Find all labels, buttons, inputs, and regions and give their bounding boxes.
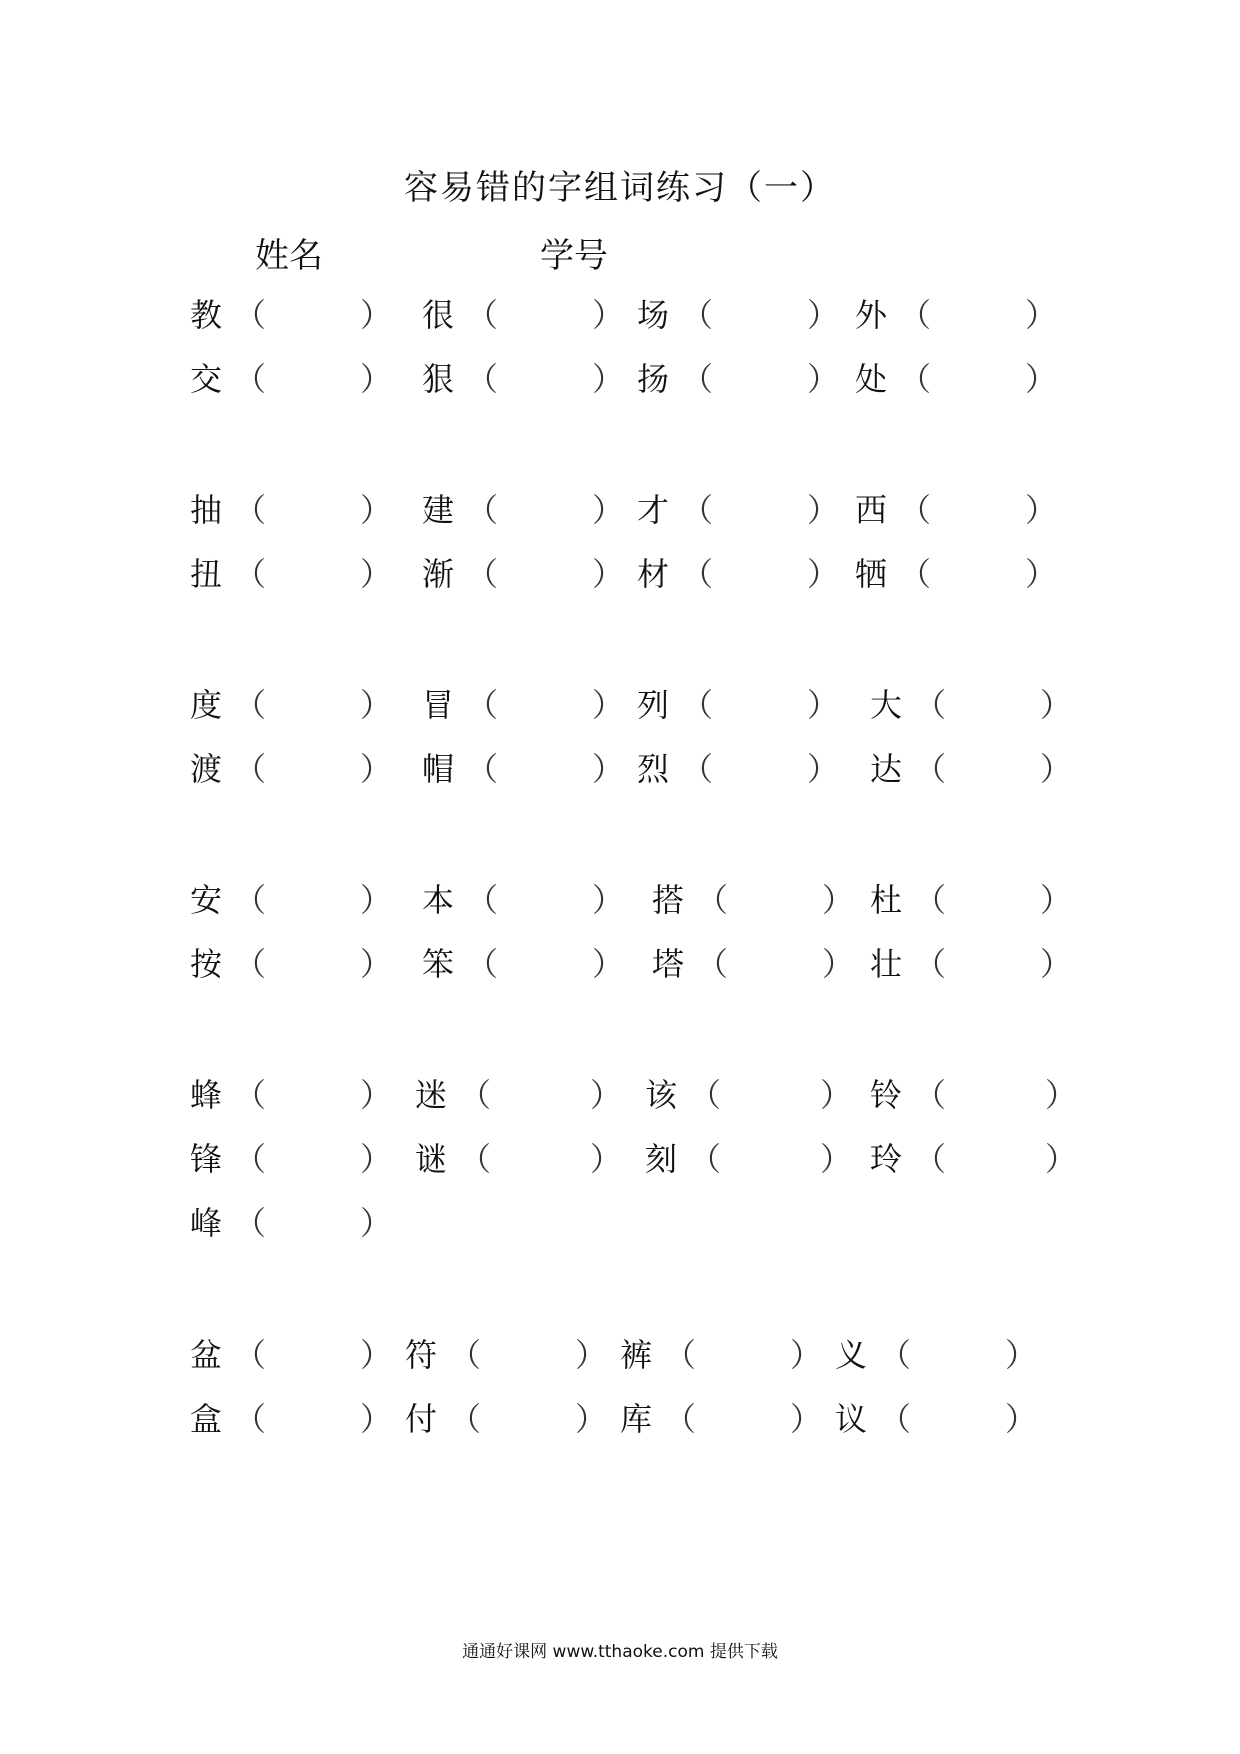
blank-open-paren: （ <box>234 1336 267 1374</box>
blank-close-paren: ） <box>590 1140 623 1178</box>
character: 扭 <box>190 555 223 593</box>
character: 该 <box>645 1076 678 1114</box>
blank-open-paren: （ <box>681 296 714 334</box>
blank-close-paren: ） <box>592 750 625 788</box>
character: 交 <box>190 360 223 398</box>
word-row <box>0 354 1240 398</box>
blank-close-paren: ） <box>1040 945 1073 983</box>
character: 大 <box>870 686 903 724</box>
character: 渡 <box>190 750 223 788</box>
word-row <box>0 744 1240 788</box>
blank-close-paren: ） <box>575 1400 608 1438</box>
blank-close-paren: ） <box>1040 750 1073 788</box>
blank-close-paren: ） <box>807 491 840 529</box>
character: 谜 <box>415 1140 448 1178</box>
blank-close-paren: ） <box>807 296 840 334</box>
character: 库 <box>620 1400 653 1438</box>
blank-open-paren: （ <box>234 491 267 529</box>
blank-close-paren: ） <box>820 1140 853 1178</box>
character: 冒 <box>422 686 455 724</box>
blank-open-paren: （ <box>681 491 714 529</box>
character: 蜂 <box>190 1076 223 1114</box>
word-row <box>0 939 1240 983</box>
blank-open-paren: （ <box>234 750 267 788</box>
character: 渐 <box>422 555 455 593</box>
blank-close-paren: ） <box>575 1336 608 1374</box>
blank-open-paren: （ <box>234 1400 267 1438</box>
blank-close-paren: ） <box>360 1140 393 1178</box>
blank-close-paren: ） <box>592 881 625 919</box>
blank-open-paren: （ <box>689 1076 722 1114</box>
blank-close-paren: ） <box>807 750 840 788</box>
word-row <box>0 680 1240 724</box>
blank-close-paren: ） <box>790 1336 823 1374</box>
blank-close-paren: ） <box>592 686 625 724</box>
character: 扬 <box>637 360 670 398</box>
blank-open-paren: （ <box>914 881 947 919</box>
blank-open-paren: （ <box>466 555 499 593</box>
blank-close-paren: ） <box>592 945 625 983</box>
blank-open-paren: （ <box>914 945 947 983</box>
blank-open-paren: （ <box>466 881 499 919</box>
blank-close-paren: ） <box>1045 1076 1078 1114</box>
character: 西 <box>855 491 888 529</box>
blank-close-paren: ） <box>360 1204 393 1242</box>
blank-open-paren: （ <box>696 945 729 983</box>
blank-close-paren: ） <box>360 491 393 529</box>
blank-close-paren: ） <box>360 360 393 398</box>
blank-close-paren: ） <box>360 1400 393 1438</box>
blank-close-paren: ） <box>1025 296 1058 334</box>
blank-open-paren: （ <box>899 491 932 529</box>
blank-close-paren: ） <box>1040 881 1073 919</box>
blank-open-paren: （ <box>459 1076 492 1114</box>
name-label: 姓名 <box>255 236 323 276</box>
blank-open-paren: （ <box>234 945 267 983</box>
blank-open-paren: （ <box>914 1140 947 1178</box>
blank-close-paren: ） <box>360 296 393 334</box>
blank-close-paren: ） <box>360 686 393 724</box>
blank-close-paren: ） <box>590 1076 623 1114</box>
word-row <box>0 1134 1240 1178</box>
blank-open-paren: （ <box>466 750 499 788</box>
character: 杜 <box>870 881 903 919</box>
word-row <box>0 1198 1240 1242</box>
character: 处 <box>855 360 888 398</box>
blank-close-paren: ） <box>360 945 393 983</box>
blank-open-paren: （ <box>466 296 499 334</box>
character: 义 <box>835 1336 868 1374</box>
blank-close-paren: ） <box>1025 555 1058 593</box>
footer-text: 通通好课网 www.tthaoke.com 提供下载 <box>462 1642 778 1662</box>
blank-close-paren: ） <box>807 555 840 593</box>
character: 抽 <box>190 491 223 529</box>
blank-open-paren: （ <box>664 1400 697 1438</box>
character: 狠 <box>422 360 455 398</box>
blank-open-paren: （ <box>234 555 267 593</box>
blank-open-paren: （ <box>234 1140 267 1178</box>
blank-open-paren: （ <box>466 491 499 529</box>
blank-open-paren: （ <box>449 1336 482 1374</box>
character: 符 <box>405 1336 438 1374</box>
blank-open-paren: （ <box>689 1140 722 1178</box>
blank-close-paren: ） <box>822 881 855 919</box>
character: 玲 <box>870 1140 903 1178</box>
blank-open-paren: （ <box>234 686 267 724</box>
character: 按 <box>190 945 223 983</box>
blank-open-paren: （ <box>234 296 267 334</box>
word-row <box>0 1070 1240 1114</box>
blank-open-paren: （ <box>914 686 947 724</box>
character: 笨 <box>422 945 455 983</box>
blank-close-paren: ） <box>592 555 625 593</box>
blank-open-paren: （ <box>681 686 714 724</box>
blank-close-paren: ） <box>1005 1400 1038 1438</box>
blank-open-paren: （ <box>899 555 932 593</box>
blank-open-paren: （ <box>459 1140 492 1178</box>
blank-close-paren: ） <box>592 360 625 398</box>
blank-close-paren: ） <box>592 296 625 334</box>
blank-close-paren: ） <box>360 1076 393 1114</box>
page-title: 容易错的字组词练习（一） <box>404 168 836 208</box>
character: 峰 <box>190 1204 223 1242</box>
character: 达 <box>870 750 903 788</box>
blank-open-paren: （ <box>681 360 714 398</box>
blank-open-paren: （ <box>914 750 947 788</box>
word-row <box>0 485 1240 529</box>
blank-close-paren: ） <box>1005 1336 1038 1374</box>
blank-open-paren: （ <box>681 555 714 593</box>
blank-open-paren: （ <box>664 1336 697 1374</box>
character: 锋 <box>190 1140 223 1178</box>
character: 塔 <box>652 945 685 983</box>
blank-open-paren: （ <box>234 1204 267 1242</box>
blank-close-paren: ） <box>807 686 840 724</box>
character: 建 <box>422 491 455 529</box>
blank-open-paren: （ <box>899 296 932 334</box>
word-row <box>0 290 1240 334</box>
blank-open-paren: （ <box>466 360 499 398</box>
blank-open-paren: （ <box>234 360 267 398</box>
blank-close-paren: ） <box>1025 491 1058 529</box>
blank-open-paren: （ <box>681 750 714 788</box>
character: 度 <box>190 686 223 724</box>
character: 材 <box>637 555 670 593</box>
student-id-label: 学号 <box>540 236 608 276</box>
character: 才 <box>637 491 670 529</box>
word-row <box>0 549 1240 593</box>
character: 烈 <box>637 750 670 788</box>
character: 列 <box>637 686 670 724</box>
character: 迷 <box>415 1076 448 1114</box>
blank-open-paren: （ <box>879 1400 912 1438</box>
character: 铃 <box>870 1076 903 1114</box>
character: 帽 <box>422 750 455 788</box>
blank-close-paren: ） <box>592 491 625 529</box>
word-row <box>0 875 1240 919</box>
blank-close-paren: ） <box>1045 1140 1078 1178</box>
word-row <box>0 1394 1240 1438</box>
blank-close-paren: ） <box>360 750 393 788</box>
blank-close-paren: ） <box>1025 360 1058 398</box>
character: 盒 <box>190 1400 223 1438</box>
blank-open-paren: （ <box>449 1400 482 1438</box>
blank-open-paren: （ <box>914 1076 947 1114</box>
word-row <box>0 1330 1240 1374</box>
character: 搭 <box>652 881 685 919</box>
blank-open-paren: （ <box>234 881 267 919</box>
blank-close-paren: ） <box>820 1076 853 1114</box>
character: 场 <box>637 296 670 334</box>
character: 本 <box>422 881 455 919</box>
character: 裤 <box>620 1336 653 1374</box>
character: 壮 <box>870 945 903 983</box>
character: 安 <box>190 881 223 919</box>
blank-open-paren: （ <box>899 360 932 398</box>
blank-open-paren: （ <box>234 1076 267 1114</box>
character: 外 <box>855 296 888 334</box>
blank-close-paren: ） <box>360 881 393 919</box>
blank-open-paren: （ <box>466 945 499 983</box>
character: 盆 <box>190 1336 223 1374</box>
character: 付 <box>405 1400 438 1438</box>
character: 刻 <box>645 1140 678 1178</box>
blank-open-paren: （ <box>466 686 499 724</box>
character: 很 <box>422 296 455 334</box>
character: 议 <box>835 1400 868 1438</box>
blank-close-paren: ） <box>822 945 855 983</box>
character: 教 <box>190 296 223 334</box>
blank-open-paren: （ <box>879 1336 912 1374</box>
character: 牺 <box>855 555 888 593</box>
blank-close-paren: ） <box>807 360 840 398</box>
blank-close-paren: ） <box>1040 686 1073 724</box>
blank-close-paren: ） <box>360 1336 393 1374</box>
blank-close-paren: ） <box>790 1400 823 1438</box>
blank-open-paren: （ <box>696 881 729 919</box>
blank-close-paren: ） <box>360 555 393 593</box>
